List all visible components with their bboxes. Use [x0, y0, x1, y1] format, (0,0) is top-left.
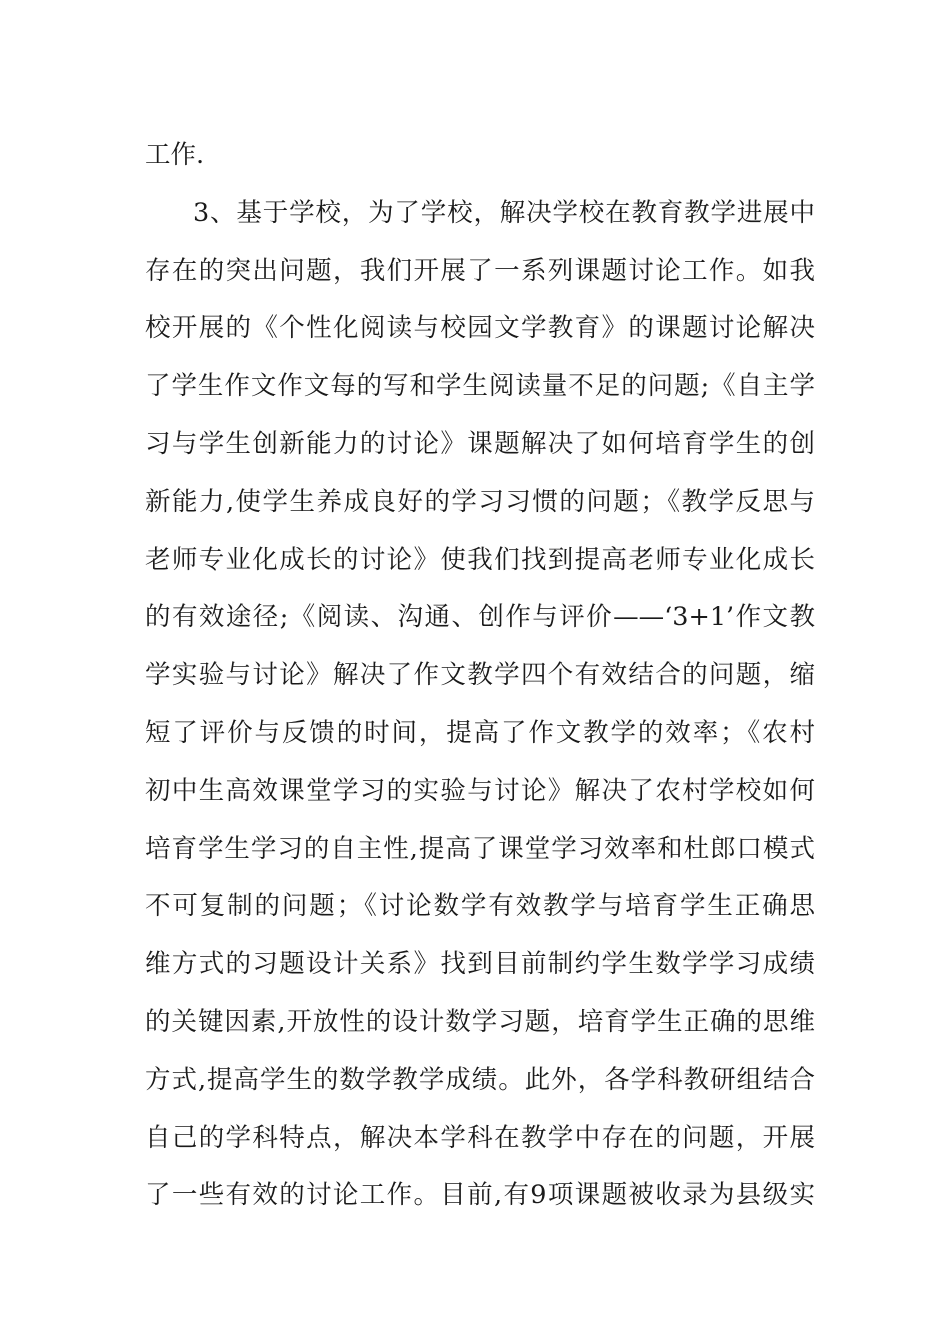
text-line: 初中生高效课堂学习的实验与讨论》解决了农村学校如何 — [145, 775, 815, 806]
text-line: 新能力,使学生养成良好的学习习惯的问题；《教学反思与 — [145, 486, 815, 517]
text-line: 工作. — [145, 140, 205, 170]
text-line: 老师专业化成长的讨论》使我们找到提高老师专业化成长 — [145, 544, 815, 575]
body-text — [145, 127, 815, 1225]
text-line: 校开展的《个性化阅读与校园文学教育》的课题讨论解决 — [145, 313, 815, 344]
text-line: 维方式的习题设计关系》找到目前制约学生数学学习成绩 — [145, 949, 815, 980]
text-line: 自己的学科特点，解决本学科在教学中存在的问题，开展 — [145, 1122, 815, 1153]
text-line: 不可复制的问题；《讨论数学有效教学与培育学生正确思 — [145, 891, 815, 922]
paragraph-first-line: 3、基于学校，为了学校，解决学校在教育教学进展中 — [193, 197, 815, 228]
text-line: 习与学生创新能力的讨论》课题解决了如何培育学生的创 — [145, 428, 815, 459]
text-line: 短了评价与反馈的时间，提高了作文教学的效率；《农村 — [145, 717, 815, 748]
text-line: 了学生作文作文每的写和学生阅读量不足的问题;《自主学 — [145, 371, 815, 402]
text-line: 培育学生学习的自主性,提高了课堂学习效率和杜郎口模式 — [145, 833, 815, 864]
text-line: 的有效途径;《阅读、沟通、创作与评价——‘3+1’作文教 — [145, 602, 815, 633]
text-line: 了一些有效的讨论工作。目前,有9项课题被收录为县级实 — [145, 1180, 815, 1211]
text-line: 学实验与讨论》解决了作文教学四个有效结合的问题，缩 — [145, 660, 815, 691]
text-line: 的关键因素,开放性的设计数学习题，培育学生正确的思维 — [145, 1006, 815, 1037]
text-line: 存在的突出问题，我们开展了一系列课题讨论工作。如我 — [145, 255, 815, 286]
text-line: 方式,提高学生的数学教学成绩。此外，各学科教研组结合 — [145, 1064, 815, 1095]
